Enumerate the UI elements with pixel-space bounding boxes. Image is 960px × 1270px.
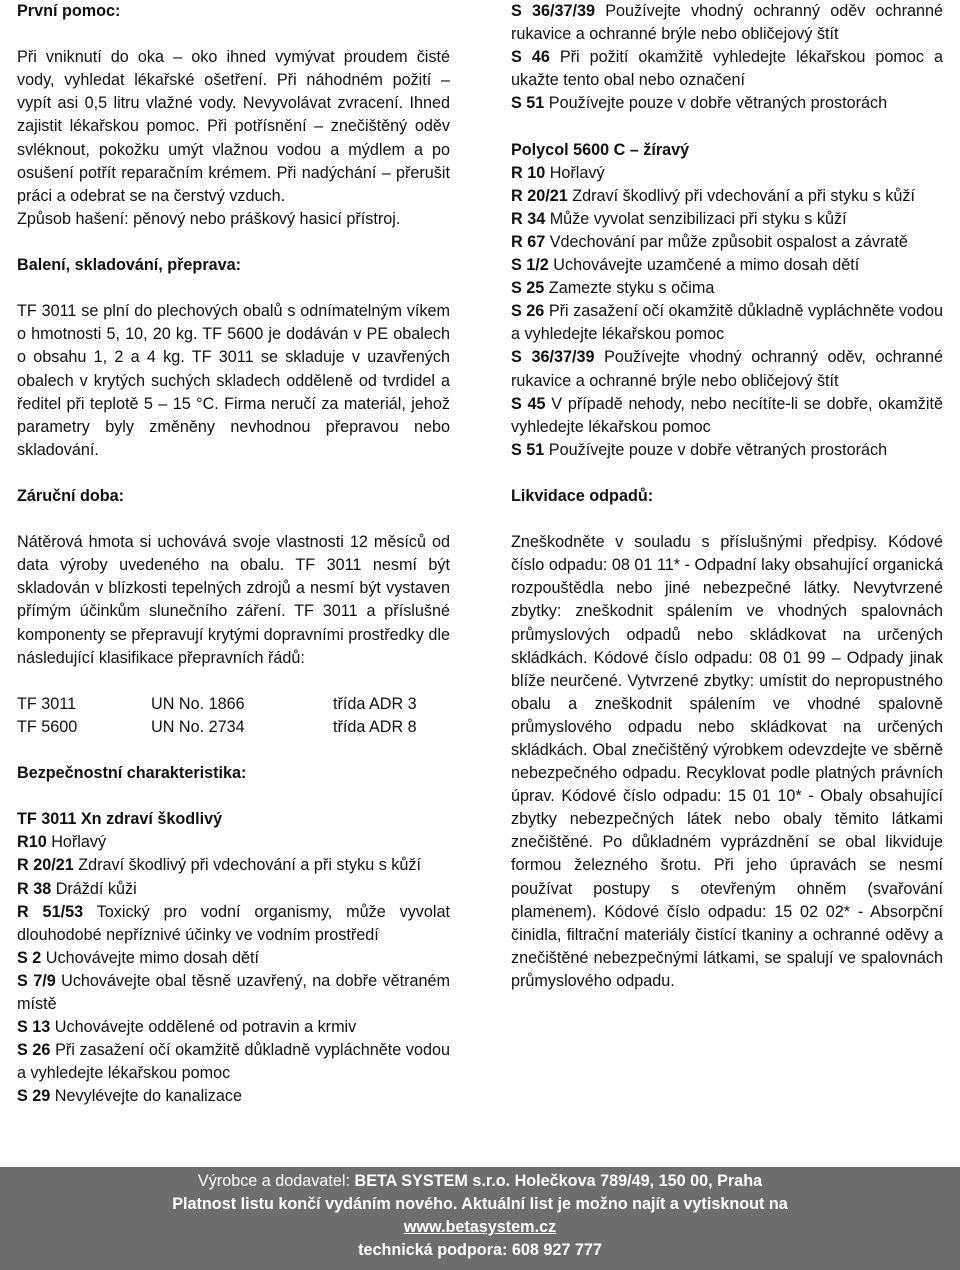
phrase-item xyxy=(511,0,943,46)
phrase-code: S 7/9 xyxy=(17,971,56,990)
polycol-title: Polycol 5600 C – žíravý xyxy=(511,140,690,159)
phrase-item xyxy=(511,439,943,462)
phrase-text: Uchovávejte mimo dosah dětí xyxy=(41,948,260,967)
phrase-text: Při zasažení očí okamžitě důkladně vypláchněte vodou a vyhledejte lékařskou pomoc xyxy=(17,1041,450,1083)
left-column xyxy=(17,0,450,1109)
phrase-text: Hořlavý xyxy=(46,833,107,852)
phrase-code: S 51 xyxy=(511,440,545,459)
phrase-code: S 51 xyxy=(511,94,545,113)
phrase-text: Zdraví škodlivý při vdechování a při styku s kůží xyxy=(567,186,915,205)
phrase-code: S 13 xyxy=(17,1018,51,1037)
phrase-text: Uchovávejte uzamčené a mimo dosah dětí xyxy=(548,256,860,275)
safety-title: TF 3011 Xn zdraví škodlivý xyxy=(17,810,223,829)
phrase-text: Může vyvolat senzibilizaci při styku s kůží xyxy=(545,209,847,228)
transport-adr: třída ADR 3 xyxy=(333,694,417,713)
phrase-code: S 46 xyxy=(511,48,550,67)
phrase-text: Hořlavý xyxy=(545,163,605,182)
phrase-code: S 26 xyxy=(17,1041,51,1060)
packaging-heading: Balení, skladování, přeprava: xyxy=(17,256,242,275)
extinguish-text: Způsob hašení: pěnový nebo práškový hasicí přístroj. xyxy=(17,209,401,228)
left-phrase-list xyxy=(17,831,450,1108)
phrase-item xyxy=(17,901,450,947)
phrase-text: Zdraví škodlivý při vdechování a při styku s kůží xyxy=(73,856,421,875)
phrase-item xyxy=(511,393,943,439)
phrase-code: S 1/2 xyxy=(511,256,549,275)
phrase-item xyxy=(511,254,943,277)
first-aid-text: Při vniknutí do oka – oko ihned vymývat proudem čisté vody, vyhledat lékařské ošetření. Při náhodném požití – vypít asi 0,5 litru vlažné vody. Nevyvolávat zvracení. Ihned zajistit lékařskou pomoc. Při potřísnění – znečištěný oděv svléknout, pokožku umýt vlažnou vodou a mýdlem a po osušení potřít reparačním krémem. Při nadýchání – přerušit práci a odebrat se na čerstvý vzduch. xyxy=(17,48,450,205)
transport-product: TF 5600 xyxy=(17,717,78,736)
phrase-text: Používejte pouze v dobře větraných prostorách xyxy=(544,440,888,459)
transport-adr: třída ADR 8 xyxy=(333,717,417,736)
phrase-code: S 36/37/39 xyxy=(511,348,595,367)
phrase-text: Při zasažení očí okamžitě důkladně vypláchněte vodou a vyhledejte lékařskou pomoc xyxy=(511,302,943,344)
transport-un: UN No. 2734 xyxy=(151,717,245,736)
transport-table xyxy=(17,693,450,739)
phrase-text: Nevylévejte do kanalizace xyxy=(50,1087,242,1106)
right-column xyxy=(511,0,943,993)
phrase-item xyxy=(511,208,943,231)
phrase-item xyxy=(17,1016,450,1039)
phrase-code: S 45 xyxy=(511,394,546,413)
first-aid-heading: První pomoc: xyxy=(17,2,121,20)
phrase-text: Používejte vhodný ochranný oděv ochranné rukavice a ochranné brýle nebo obličejový štít xyxy=(511,2,943,44)
packaging-text: TF 3011 se plní do plechových obalů s odnímatelným víkem o hmotnosti 5, 10, 20 kg. TF 5600 je dodáván v PE obalech o obsahu 1, 2 a 4 kg. TF 3011 se skladuje v uzavřených obalech v krytých suchých skladech odděleně od tvrdidel a ředitel při teplotě 5 – 15 °C. Firma neručí za materiál, jehož parametry byly změněny nevhodnou přepravou nebo skladování. xyxy=(17,302,450,459)
phrase-item xyxy=(511,46,943,92)
phrase-item xyxy=(511,300,943,346)
phrase-code: R 20/21 xyxy=(511,186,568,205)
phrase-text: Při požití okamžitě vyhledejte lékařskou pomoc a ukažte tento obal nebo označení xyxy=(511,48,943,90)
phrase-code: R10 xyxy=(17,833,47,852)
phrase-item xyxy=(17,854,450,877)
phrase-code: S 26 xyxy=(511,302,545,321)
website-link[interactable]: www.betasystem.cz xyxy=(403,1218,557,1236)
phrase-item xyxy=(17,1039,450,1085)
phrase-item xyxy=(17,970,450,1016)
warranty-text: Nátěrová hmota si uchovává svoje vlastnosti 12 měsíců od data výroby uvedeného na obalu. TF 3011 nesmí být skladován v blízkosti tepelných zdrojů a nesmí být vystaven přímým účinkům slunečního záření. TF 3011 a příslušné komponenty se přepravují krytými dopravními prostředky dle následující klasifikace přepravních řádů: xyxy=(17,533,450,667)
safety-heading: Bezpečnostní charakteristika: xyxy=(17,764,247,783)
transport-product: TF 3011 xyxy=(17,694,77,713)
transport-row xyxy=(17,693,450,716)
producer-label: Výrobce a dodavatel: xyxy=(197,1172,355,1190)
phrase-item xyxy=(511,162,943,185)
phrase-text: Vdechování par může způsobit ospalost a závratě xyxy=(545,232,908,251)
phrase-code: S 2 xyxy=(17,948,42,967)
phrase-text: Uchovávejte oddělené od potravin a krmiv xyxy=(50,1018,357,1037)
phrase-code: S 29 xyxy=(17,1087,51,1106)
footer-support: technická podpora: 608 927 777 xyxy=(358,1241,602,1259)
phrase-code: R 20/21 xyxy=(17,856,74,875)
phrase-item xyxy=(17,1085,450,1108)
phrase-text: Dráždí kůži xyxy=(51,879,137,898)
phrase-code: S 36/37/39 xyxy=(511,2,596,20)
phrase-item xyxy=(511,92,943,115)
footer-validity: Platnost listu končí vydáním nového. Aktuální list je možno najít a vytisknout na xyxy=(172,1195,788,1213)
producer-value: BETA SYSTEM s.r.o. Holečkova 789/49, 150 00, Praha xyxy=(354,1172,763,1190)
phrase-code: R 34 xyxy=(511,209,546,228)
disposal-text: Zneškodněte v souladu s příslušnými předpisy. Kódové číslo odpadu: 08 01 11* - Odpadní laky obsahující organická rozpouštědla nebo jiné nebezpečné látky. Nevytvrzené zbytky: zneškodnit spálením ve vhodných spalovnách průmyslových odpadů nebo skládkovat na určených skládkách. Kódové číslo odpadu: 08 01 99 – Odpady jinak blíže neurčené. Vytvrzené zbytky: umístit do nepropustného obalu a zneškodnit spálením ve vhodné spalovně průmyslového odpadu nebo skládkovat na určených skládkách. Obal znečištěný výrobkem odevzdejte ve sběrně nebezpečného odpadu. Recyklovat podle platných právních úprav. Kódové číslo odpadu: 15 01 10* - Obaly obsahující zbytky nebezpečných látek nebo obaly těmito látkami znečištěné. Po důkladném vyprázdnění se obal likviduje formou železného šrotu. Při jeho úpravách se nesmí používat postupy s otevřeným ohněm (svařování plamenem). Kódové číslo odpadu: 15 02 02* - Absorpční činidla, filtrační materiály čistící tkaniny a ochranné oděvy a znečištěné nebezpečnými látkami, se spalují ve spalovnách průmyslového odpadu. xyxy=(511,533,943,990)
disposal-heading: Likvidace odpadů: xyxy=(511,486,654,505)
phrase-text: Uchovávejte obal těsně uzavřený, na dobře větraném místě xyxy=(17,971,450,1014)
phrase-item xyxy=(17,947,450,970)
phrase-item xyxy=(17,831,450,854)
polycol-phrase-list xyxy=(511,162,943,462)
phrase-text: Používejte pouze v dobře větraných prostorách xyxy=(544,94,888,113)
phrase-item xyxy=(511,346,943,392)
transport-row xyxy=(17,716,450,739)
phrase-code: S 25 xyxy=(511,279,545,298)
phrase-code: R 67 xyxy=(511,232,546,251)
phrase-text: Zamezte styku s očima xyxy=(544,279,715,298)
phrase-item xyxy=(511,277,943,300)
phrase-code: R 51/53 xyxy=(17,902,84,921)
phrase-text: Používejte vhodný ochranný oděv, ochranné rukavice a ochranné brýle nebo obličejový štít xyxy=(511,348,943,390)
phrase-text: Toxický pro vodní organismy, může vyvolat dlouhodobé nepříznivé účinky ve vodním prostředí xyxy=(17,902,450,944)
right-phrase-list-top xyxy=(511,0,943,115)
phrase-text: V případě nehody, nebo necítíte-li se dobře, okamžitě vyhledejte lékařskou pomoc xyxy=(511,394,943,436)
phrase-code: R 38 xyxy=(17,879,52,898)
phrase-item xyxy=(17,878,450,901)
footer-producer xyxy=(0,1170,960,1193)
phrase-item xyxy=(511,185,943,208)
phrase-code: R 10 xyxy=(511,163,546,182)
warranty-heading: Záruční doba: xyxy=(17,486,125,505)
footer xyxy=(0,1167,960,1270)
phrase-item xyxy=(511,231,943,254)
transport-un: UN No. 1866 xyxy=(151,694,245,713)
